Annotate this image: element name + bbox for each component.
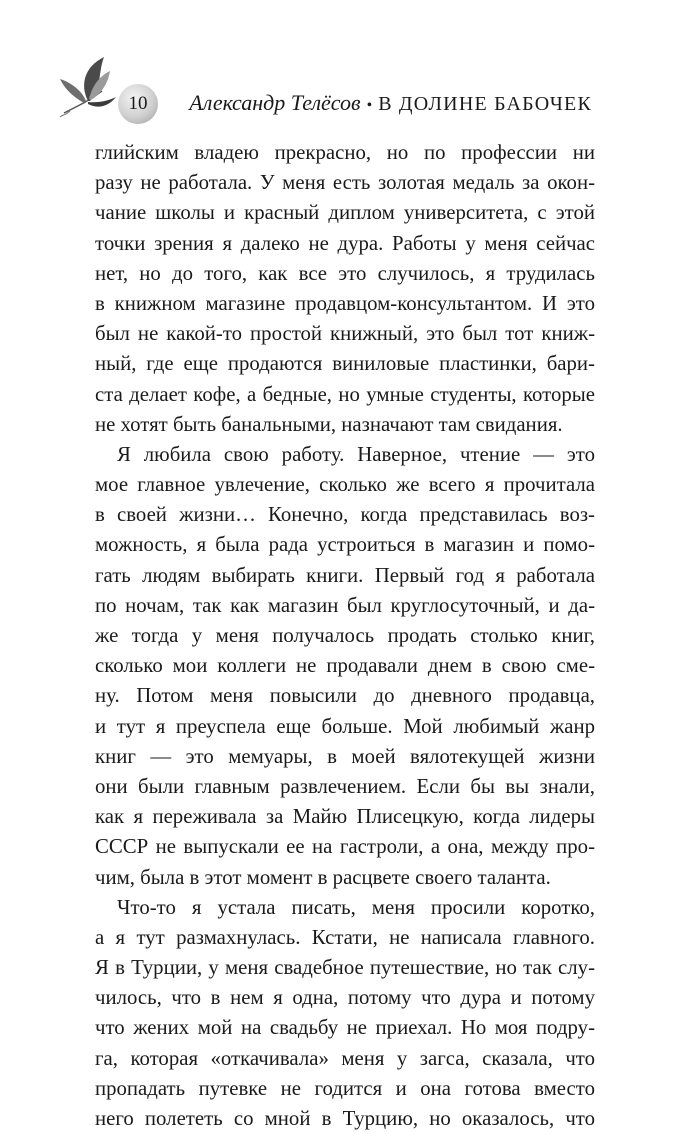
text-line: СССР не выпускали ее на гастроли, а она, между про-: [95, 835, 595, 859]
text-line: чание школы и красный диплом университета, с этой: [95, 201, 595, 225]
text-line: книг — это мемуары, в моей вялотекущей жизни: [95, 744, 595, 768]
text-line: пропадать путевке не годится и она готова вместо: [95, 1076, 595, 1100]
text-line: точки зрения я далеко не дура. Работы у меня сейчас: [95, 231, 595, 255]
text-line: в книжном магазине продавцом-консультантом. И это: [95, 291, 595, 315]
text-line: в своей жизни… Конечно, когда представилась воз-: [95, 503, 595, 527]
text-line: что жених мой на свадьбу не приехал. Но моя подру-: [95, 1016, 595, 1040]
text-line: же тогда у меня получалось продать столько книг,: [95, 624, 595, 647]
text-line: был не какой-то простой книжный, это был тот книж-: [95, 322, 595, 346]
butterfly-ornament-icon: [58, 55, 124, 121]
text-line: сколько мои коллеги не продавали днем в свою сме-: [95, 654, 595, 678]
text-line: не хотят быть банальными, назначают там свидания.: [95, 412, 563, 436]
text-line: него полететь со мной в Турцию, но оказалось, что: [95, 1107, 595, 1130]
page-number: 10: [118, 84, 158, 124]
text-line: чим, была в этот момент в расцвете своего таланта.: [95, 865, 551, 889]
text-line: ста делает кофе, а бедные, но умные студенты, которые: [95, 382, 595, 406]
text-line: нет, но до того, как все это случилось, я трудилась: [95, 261, 595, 285]
text-line: разу не работала. У меня есть золотая медаль за окон-: [95, 171, 595, 195]
text-line: ный, где еще продаются виниловые пластинки, бари-: [95, 352, 595, 376]
running-head: [189, 90, 592, 116]
running-head-book-title: В ДОЛИНЕ БАБОЧЕК: [378, 93, 592, 115]
text-line: они были главным развлечением. Если бы вы знали,: [95, 774, 595, 798]
text-line: ну. Потом меня повысили до дневного продавца,: [95, 684, 595, 708]
text-line: Я в Турции, у меня свадебное путешествие, но так слу-: [95, 956, 595, 980]
body-text: [95, 138, 595, 1134]
text-line: Я любила свою работу. Наверное, чтение — это: [117, 442, 595, 466]
text-line: и тут я преуспела еще больше. Мой любимый жанр: [95, 714, 595, 738]
text-line: гать людям выбирать книги. Первый год я работала: [95, 563, 595, 587]
text-line: по ночам, так как магазин был круглосуточный, и да-: [95, 593, 595, 617]
text-line: мое главное увлечение, сколько же всего я прочитала: [95, 473, 595, 497]
text-line: га, которая «откачивала» меня у загса, сказала, что: [95, 1046, 595, 1070]
text-line: чилось, что в нем я одна, потому что дура и потому: [95, 986, 595, 1010]
running-head-author: Александр Телёсов: [189, 90, 361, 115]
text-line: Что-то я устала писать, меня просили коротко,: [117, 895, 595, 919]
running-head-separator: •: [366, 97, 373, 114]
text-line: как я переживала за Майю Плисецкую, когда лидеры: [95, 805, 595, 829]
text-line: а я тут размахнулась. Кстати, не написала главного.: [95, 925, 595, 949]
text-line: можность, я была рада устроиться в магазин и помо-: [95, 533, 595, 557]
text-line: глийским владею прекрасно, но по профессии ни: [95, 141, 595, 164]
